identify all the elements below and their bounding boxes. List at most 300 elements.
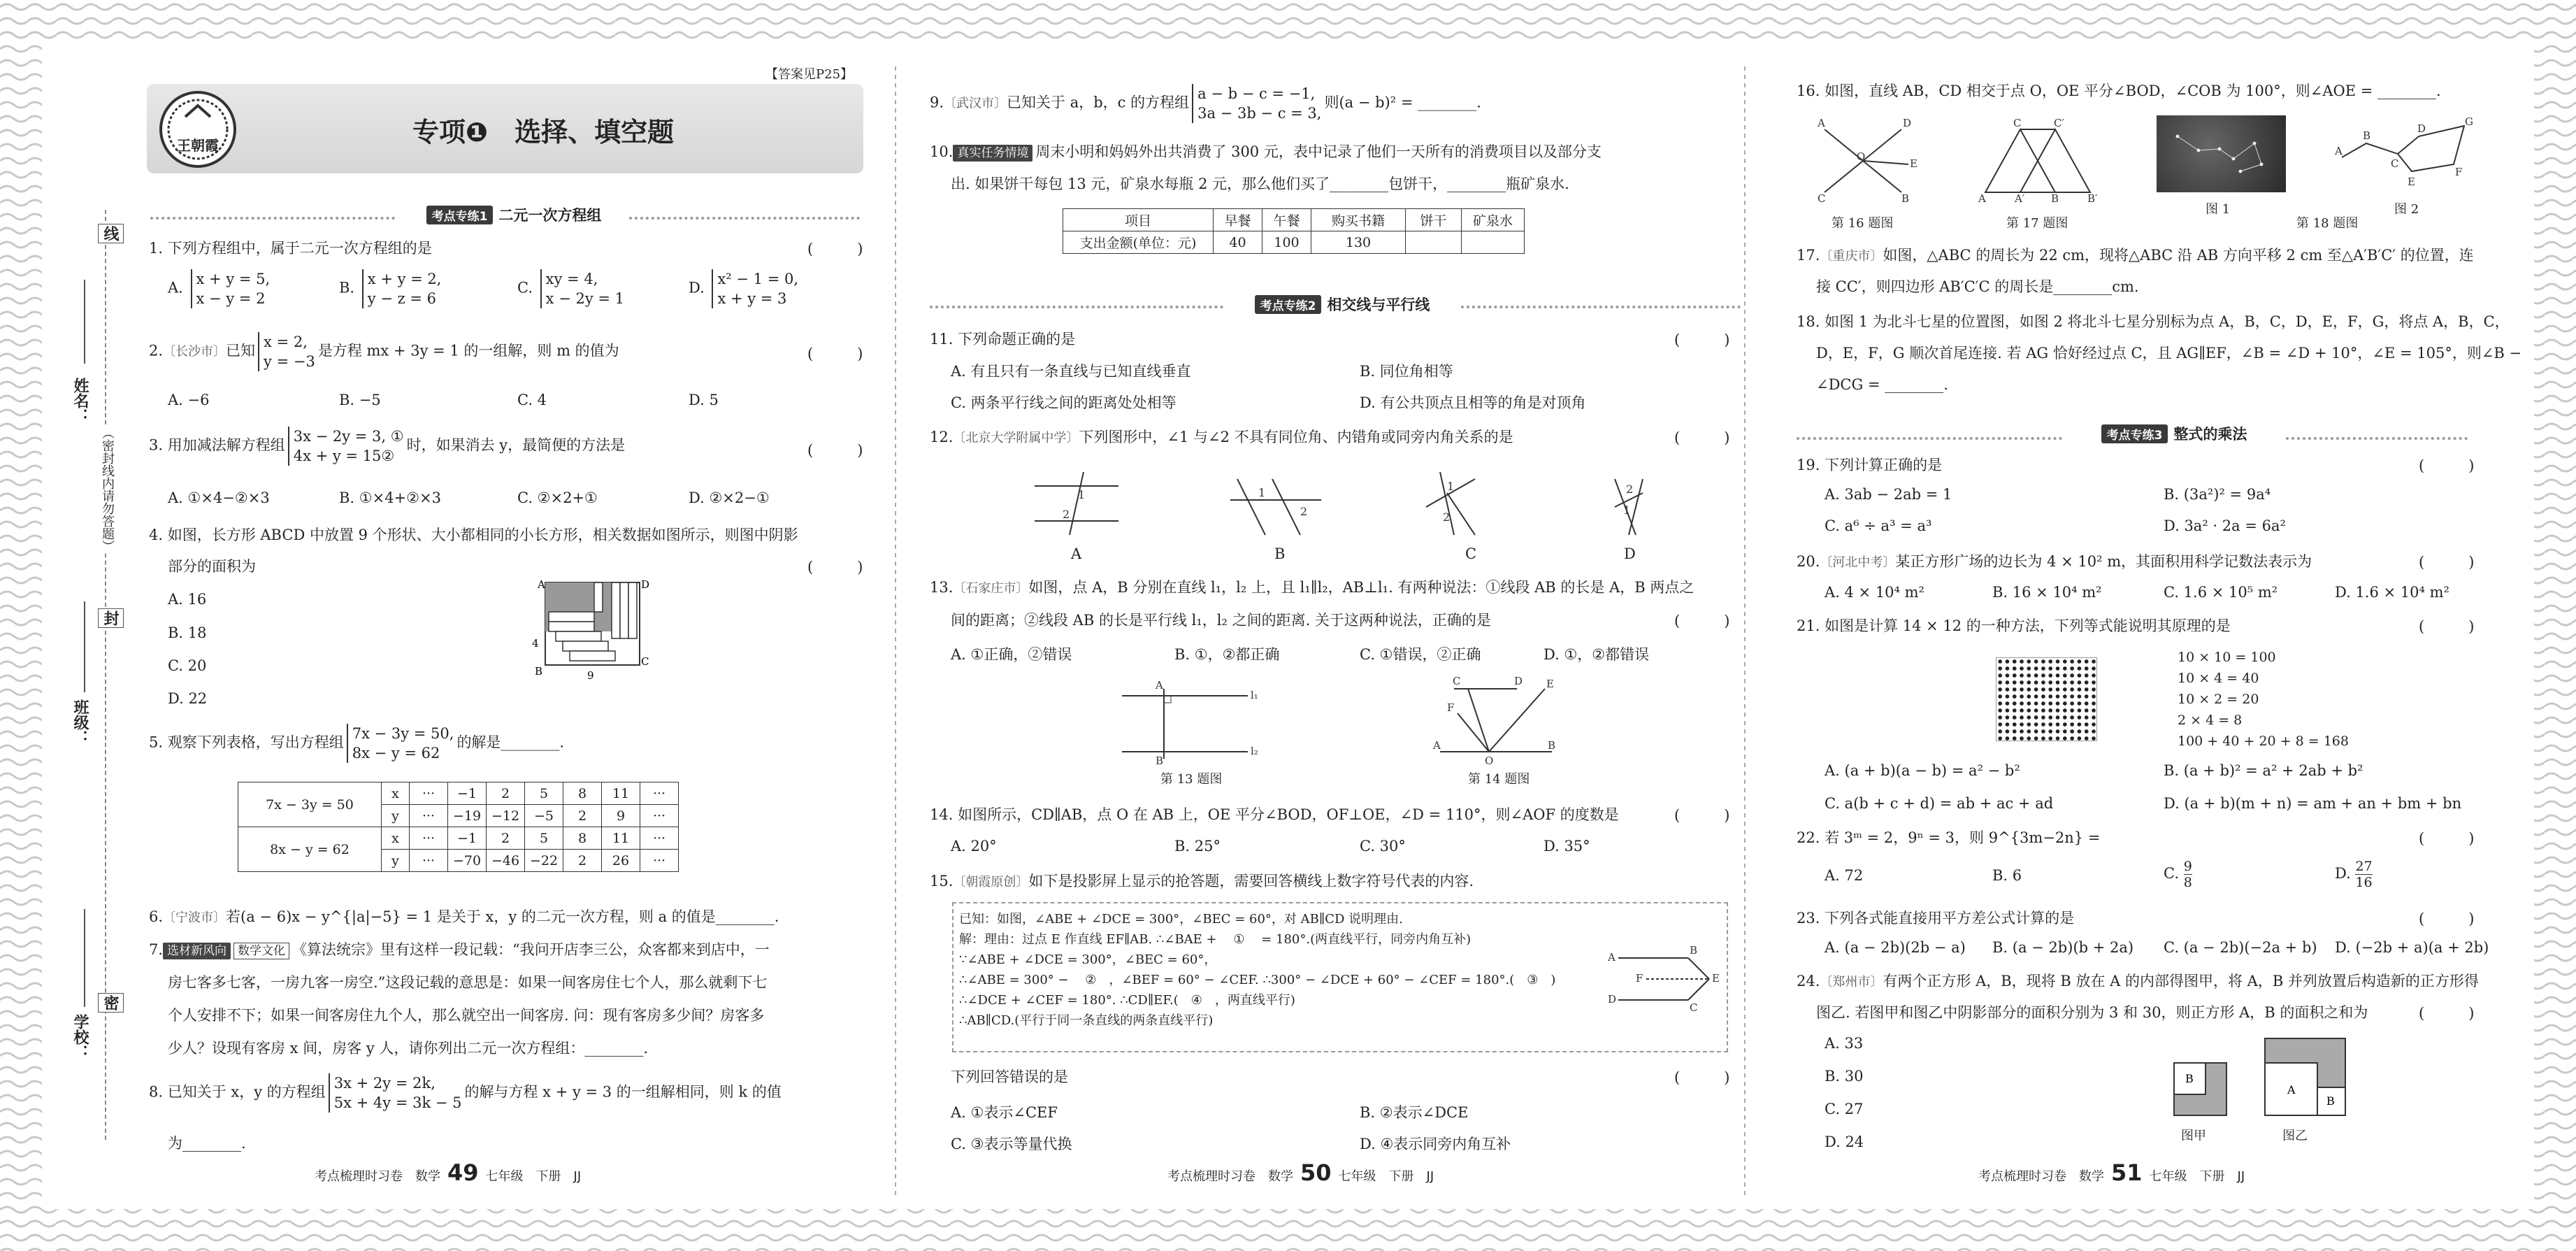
q2-option-c[interactable]: C. 4 xyxy=(517,392,547,408)
q17-source: 〔重庆市〕 xyxy=(1820,249,1883,264)
q20-option-b[interactable]: B. 16 × 10⁴ m² xyxy=(1992,584,2102,601)
q2-source: 〔长沙市〕 xyxy=(163,344,226,359)
q22-d-den: 16 xyxy=(2355,875,2373,890)
svg-text:E: E xyxy=(1910,157,1917,170)
q9-s2: 3a − 3b − c = 3, xyxy=(1197,105,1322,122)
q22-answer-paren[interactable]: ( ) xyxy=(2419,830,2475,847)
q22-d-label: D. xyxy=(2335,865,2351,882)
q10-header: 午餐 xyxy=(1262,209,1311,231)
svg-text:2: 2 xyxy=(1300,505,1308,518)
q21-calc-line: 100 + 40 + 20 + 8 = 168 xyxy=(2178,734,2349,749)
section-2-heading xyxy=(1223,294,1461,315)
q14-option-b[interactable]: B. 25° xyxy=(1174,838,1221,855)
q15-ask: 下列回答错误的是 xyxy=(951,1068,1068,1085)
q3-answer-paren[interactable]: ( ) xyxy=(807,442,863,459)
q14-option-d[interactable]: D. 35° xyxy=(1544,838,1590,855)
q1-d2: x + y = 3 xyxy=(717,290,787,307)
school-label: 学校： xyxy=(71,1014,89,1060)
q21-option-c[interactable]: C. a(b + c + d) = ab + ac + ad xyxy=(1825,795,2054,812)
q10-cell: 40 xyxy=(1214,231,1262,254)
q14-option-c[interactable]: C. 30° xyxy=(1360,838,1406,855)
q10-cell: 100 xyxy=(1262,231,1311,254)
svg-text:D: D xyxy=(641,578,650,591)
q10-header: 项目 xyxy=(1063,209,1214,231)
q8-post: 的解与方程 x + y = 3 的一组解相同，则 k 的值 xyxy=(464,1083,782,1101)
q6-text: 若(a − 6)x − y^{|a|−5} = 1 是关于 x，y 的二元一次方程，则 a 的值是________. xyxy=(226,908,779,925)
q5-cell: x xyxy=(382,782,410,805)
q14-answer-paren[interactable]: ( ) xyxy=(1674,807,1730,824)
q4-option-d[interactable]: D. 22 xyxy=(168,690,208,707)
table-row xyxy=(1063,231,1525,254)
q11-answer-paren[interactable]: ( ) xyxy=(1674,331,1730,348)
q19-option-c[interactable]: C. a⁶ ÷ a³ = a³ xyxy=(1825,517,1932,534)
q5-cell: 8x − y = 62 xyxy=(238,827,382,872)
q24-figures xyxy=(2167,1035,2349,1126)
q14-figure xyxy=(1433,675,1559,766)
seal-line-label: 线 xyxy=(98,224,124,243)
q23-option-a[interactable]: A. (a − 2b)(2b − a) xyxy=(1825,939,1966,956)
q10-num: 10. xyxy=(930,143,954,160)
q1-option-a[interactable]: A. x + y = 5, x − y = 2 xyxy=(168,271,271,307)
q17-l1: 如图，△ABC 的周长为 22 cm，现将△ABC 沿 AB 方向平移 2 cm 至△A′B′C′ 的位置，连 xyxy=(1883,247,2474,264)
footer-page-49 xyxy=(315,1159,581,1186)
q11-option-b[interactable]: B. 同位角相等 xyxy=(1360,363,1453,380)
q2-post: 是方程 mx + 3y = 1 的一组解，则 m 的值为 xyxy=(317,342,619,359)
q5-cell: −1 xyxy=(448,782,487,805)
q13-option-a[interactable]: A. ①正确，②错误 xyxy=(951,646,1072,663)
q11-stem: 11. 下列命题正确的是 xyxy=(930,331,1076,348)
q5-cell: ··· xyxy=(640,805,679,827)
q15-option-c[interactable]: C. ③表示等量代换 xyxy=(951,1136,1072,1152)
footer-page-50 xyxy=(1167,1159,1434,1186)
svg-text:l₂: l₂ xyxy=(1251,745,1258,757)
q1-c1: xy = 4, xyxy=(545,271,598,287)
q3-option-a[interactable]: A. ①×4−②×3 xyxy=(168,489,270,506)
q3-option-b[interactable]: B. ①×4+②×3 xyxy=(339,489,441,506)
q5-cell: 7x − 3y = 50 xyxy=(238,782,382,827)
svg-text:B: B xyxy=(1548,739,1556,752)
q22-option-b[interactable]: B. 6 xyxy=(1992,867,2022,884)
svg-text:1: 1 xyxy=(1078,488,1086,501)
section-2-rule-left xyxy=(930,306,1223,311)
q15-option-b[interactable]: B. ②表示∠DCE xyxy=(1360,1104,1469,1121)
big-dipper-icon xyxy=(2157,115,2286,192)
q5-cell: −19 xyxy=(448,805,487,827)
section-3-label: 考点专练3 xyxy=(2101,424,2168,443)
q7-num: 7. xyxy=(149,941,164,958)
q13-option-d[interactable]: D. ①，②都错误 xyxy=(1544,646,1650,663)
q13-option-b[interactable]: B. ①，②都正确 xyxy=(1174,646,1280,663)
page-number: 51 xyxy=(2111,1159,2143,1186)
q20-option-c[interactable]: C. 1.6 × 10⁵ m² xyxy=(2164,584,2278,601)
q11-option-d[interactable]: D. 有公共顶点且相等的角是对顶角 xyxy=(1360,394,1586,411)
q21-option-d[interactable]: D. (a + b)(m + n) = am + an + bm + bn xyxy=(2164,795,2462,812)
q22-option-a[interactable]: A. 72 xyxy=(1825,867,1864,884)
q9-pre: 已知关于 a，b，c 的方程组 xyxy=(1007,94,1190,111)
q15-answer-paren[interactable]: ( ) xyxy=(1674,1069,1730,1086)
q7-line-4: 少人？设现有客房 x 间，房客 y 人，请你列出二元一次方程组：________. xyxy=(168,1040,649,1057)
q5-cell: ··· xyxy=(640,827,679,850)
q23-option-d[interactable]: D. (−2b + a)(a + 2b) xyxy=(2335,939,2489,956)
q12-stem xyxy=(930,427,1513,449)
table-row xyxy=(1063,209,1525,231)
svg-text:F: F xyxy=(1636,972,1643,985)
q13-l1: 如图，点 A，B 分别在直线 l₁，l₂ 上，且 l₁∥l₂，AB⊥l₁. 有两种说法：①线段 AB 的长是 A，B 两点之 xyxy=(1028,579,1694,596)
svg-text:C: C xyxy=(2013,117,2022,129)
q5-cell: y xyxy=(382,805,410,827)
q5-cell: x xyxy=(382,827,410,850)
section-2-title: 相交线与平行线 xyxy=(1327,296,1430,313)
q24-caption-jia: 图甲 xyxy=(2181,1129,2206,1143)
q1-d1: x² − 1 = 0, xyxy=(717,271,799,287)
q5-cell: 8 xyxy=(563,827,602,850)
svg-text:1: 1 xyxy=(1623,503,1631,517)
svg-text:l₁: l₁ xyxy=(1251,689,1258,701)
answer-ref: 【答案见P25】 xyxy=(765,67,854,82)
q1-option-b[interactable]: B. x + y = 2, y − z = 6 xyxy=(339,271,442,307)
q19-option-a[interactable]: A. 3ab − 2ab = 1 xyxy=(1825,486,1952,503)
q4-line-2: 部分的面积为 xyxy=(168,558,256,575)
section-1-title: 二元一次方程组 xyxy=(498,207,602,224)
q1-a1: x + y = 5, xyxy=(196,271,271,287)
q12-label-d[interactable]: D xyxy=(1624,545,1636,562)
q4-answer-paren[interactable]: ( ) xyxy=(807,559,863,576)
svg-text:D: D xyxy=(1903,117,1912,129)
q13-num: 13. xyxy=(930,579,954,596)
q18-line-2: D，E，F，G 顺次首尾连接. 若 AG 恰好经过点 C，且 AG∥EF，∠B = ∠D + 10°，∠E = 105°，则∠B − xyxy=(1816,345,2522,362)
q3-stem xyxy=(149,427,625,466)
page-number: 49 xyxy=(447,1159,479,1186)
q15-option-d[interactable]: D. ④表示同旁内角互补 xyxy=(1360,1136,1511,1152)
header-title: 专项❶ 选择、填空题 xyxy=(412,117,675,148)
q9-post: 则(a − b)² = ________. xyxy=(1324,94,1481,111)
q21-option-b[interactable]: B. (a + b)² = a² + 2ab + b² xyxy=(2164,762,2363,779)
svg-text:B: B xyxy=(2185,1072,2194,1085)
q3-s2: 4x + y = 15② xyxy=(293,448,395,464)
q16-figure xyxy=(1818,115,1915,206)
q4-option-b[interactable]: B. 18 xyxy=(168,624,207,641)
name-field[interactable] xyxy=(84,280,85,364)
svg-text:A: A xyxy=(1156,679,1163,692)
q13-line-2: 间的距离；②线段 AB 的长是平行线 l₁，l₂ 之间的距离. 关于这两种说法，正确的是 xyxy=(951,612,1491,629)
q2-pre: 已知 xyxy=(226,342,256,359)
svg-text:B′: B′ xyxy=(2087,192,2098,205)
q20-answer-paren[interactable]: ( ) xyxy=(2419,554,2475,571)
q11-option-a[interactable]: A. 有且只有一条直线与已知直线垂直 xyxy=(951,363,1191,380)
q3-option-d[interactable]: D. ②×2−① xyxy=(689,489,770,506)
q1-b2: y − z = 6 xyxy=(367,290,436,307)
q24-option-b[interactable]: B. 30 xyxy=(1825,1068,1864,1085)
svg-text:A: A xyxy=(1608,951,1616,964)
q10-table xyxy=(1063,208,1525,254)
q1-option-c[interactable]: C. xy = 4, x − 2y = 1 xyxy=(517,271,624,307)
q10-cell: 130 xyxy=(1311,231,1406,254)
q5-s2: 8x − y = 62 xyxy=(352,745,440,762)
q23-answer-paren[interactable]: ( ) xyxy=(2419,910,2475,927)
q7-line-1 xyxy=(149,939,770,960)
q2-option-a[interactable]: A. −6 xyxy=(168,392,210,408)
q2-option-b[interactable]: B. −5 xyxy=(339,392,381,408)
svg-text:O: O xyxy=(1485,755,1494,767)
divider-2 xyxy=(1744,66,1746,1199)
q10-cell[interactable] xyxy=(1406,231,1462,254)
q24-l1: 有两个正方形 A，B，现将 B 放在 A 的内部得图甲，将 A，B 并列放置后构造新的正方形得 xyxy=(1883,973,2479,989)
q22-c-num: 9 xyxy=(2183,859,2192,874)
svg-text:4: 4 xyxy=(532,637,539,650)
q12-label-b[interactable]: B xyxy=(1274,545,1286,562)
q10-tag: 真实任务情境 xyxy=(953,145,1032,162)
svg-text:C′: C′ xyxy=(2054,117,2064,129)
q5-cell: ··· xyxy=(640,782,679,805)
q1-answer-paren[interactable]: ( ) xyxy=(807,241,863,257)
q23-option-c[interactable]: C. (a − 2b)(−2a + b) xyxy=(2164,939,2317,956)
svg-text:E: E xyxy=(1712,972,1720,985)
q12-source: 〔北京大学附属中学〕 xyxy=(953,431,1079,445)
q15-sol-line: 已知：如图，∠ABE + ∠DCE = 300°，∠BEC = 60°，对 AB∥CD 说明理由. xyxy=(959,912,1403,927)
q5-cell: 2 xyxy=(487,827,525,850)
divider-1 xyxy=(895,66,896,1199)
seal-dense-label: 密 xyxy=(98,993,124,1013)
q15-num: 15. xyxy=(930,873,954,889)
q6-stem xyxy=(149,906,779,929)
svg-text:A: A xyxy=(2335,145,2343,157)
q21-calc-line: 10 × 10 = 100 xyxy=(2178,650,2276,665)
q9-s1: a − b − c = −1, xyxy=(1197,85,1316,102)
q19-option-d[interactable]: D. 3a² · 2a = 6a² xyxy=(2164,517,2286,534)
q21-calc-line: 2 × 4 = 8 xyxy=(2178,713,2243,728)
q24-line-2: 图乙. 若图甲和图乙中阴影部分的面积分别为 3 和 30，则正方形 A，B 的面积之和为 xyxy=(1816,1004,2368,1021)
q17-line-1 xyxy=(1797,245,2474,267)
q5-cell: ··· xyxy=(410,805,448,827)
section-2-label: 考点专练2 xyxy=(1255,295,1322,314)
svg-text:B: B xyxy=(1156,755,1164,767)
q22-c-label: C. xyxy=(2164,865,2179,882)
q15-figure xyxy=(1604,937,1727,1014)
q5-cell: ··· xyxy=(410,827,448,850)
q13-option-c[interactable]: C. ①错误，②正确 xyxy=(1360,646,1481,663)
svg-text:C: C xyxy=(1690,1001,1698,1014)
q15-text: 如下是投影屏上显示的抢答题，需要回答横线上数字符号代表的内容. xyxy=(1028,873,1474,889)
q7-line-3: 个人安排不下；如果一间客房住九个人，那么就空出一间客房. 问：现有客房多少间？房客多 xyxy=(168,1007,765,1024)
q22-option-d[interactable] xyxy=(2335,859,2373,890)
q16-stem: 16. 如图，直线 AB，CD 相交于点 O，OE 平分∠BOD，∠COB 为 100°，则∠AOE = ________. xyxy=(1797,83,2441,99)
q5-cell: −70 xyxy=(448,850,487,872)
q3-s1: 3x − 2y = 3, ① xyxy=(293,428,404,445)
q18-figure-2 xyxy=(2335,115,2475,192)
q14-option-a[interactable]: A. 20° xyxy=(951,838,997,855)
q4-option-a[interactable]: A. 16 xyxy=(168,591,207,608)
footer-right: 七年级 下册 JJ xyxy=(2149,1169,2245,1184)
svg-text:B: B xyxy=(2326,1094,2335,1108)
q23-option-b[interactable]: B. (a − 2b)(b + 2a) xyxy=(1992,939,2134,956)
q24-line-1 xyxy=(1797,971,2479,993)
q1-option-d[interactable]: D. x² − 1 = 0, x + y = 3 xyxy=(689,271,799,307)
q20-option-a[interactable]: A. 4 × 10⁴ m² xyxy=(1825,584,1924,601)
q5-cell: 8 xyxy=(563,782,602,805)
svg-text:A′: A′ xyxy=(2015,192,2025,205)
q6-source: 〔宁波市〕 xyxy=(163,910,226,925)
q24-answer-paren[interactable]: ( ) xyxy=(2419,1005,2475,1022)
q21-calc-line: 10 × 4 = 40 xyxy=(2178,671,2259,686)
q12-label-a[interactable]: A xyxy=(1071,545,1082,562)
q21-calc-line: 10 × 2 = 20 xyxy=(2178,692,2259,707)
class-label: 班级： xyxy=(71,699,89,745)
q4-figure xyxy=(528,577,654,682)
q9-num: 9. xyxy=(930,94,944,111)
q5-cell: −22 xyxy=(525,850,563,872)
svg-text:E: E xyxy=(1546,678,1554,690)
q5-cell: 9 xyxy=(602,805,640,827)
q3-option-c[interactable]: C. ②×2+① xyxy=(517,489,598,506)
q8-s2: 5x + 4y = 3k − 5 xyxy=(333,1094,462,1111)
svg-text:B: B xyxy=(2363,129,2371,142)
q22-option-c[interactable] xyxy=(2164,859,2192,890)
q2-stem xyxy=(149,332,619,371)
q8-s1: 3x + 2y = 2k, xyxy=(333,1075,436,1092)
svg-text:C: C xyxy=(1453,675,1461,687)
q5-cell: ··· xyxy=(410,850,448,872)
q5-cell: −46 xyxy=(487,850,525,872)
svg-text:1: 1 xyxy=(1258,486,1266,499)
svg-text:B: B xyxy=(2051,192,2059,205)
section-3-heading xyxy=(2062,423,2286,444)
q11-option-c[interactable]: C. 两条平行线之间的距离处处相等 xyxy=(951,394,1177,411)
class-field[interactable] xyxy=(84,601,85,692)
svg-text:F: F xyxy=(1447,701,1455,714)
q19-option-b[interactable]: B. (3a²)² = 9a⁴ xyxy=(2164,486,2271,503)
svg-text:C: C xyxy=(1818,192,1826,205)
q2-num: 2. xyxy=(149,342,164,359)
q23-stem: 23. 下列各式能直接用平方差公式计算的是 xyxy=(1797,910,2075,927)
section-1-rule-right xyxy=(629,217,860,222)
q17-num: 17. xyxy=(1797,247,1820,264)
svg-text:E: E xyxy=(2408,176,2415,188)
q9-stem xyxy=(930,84,1481,123)
q24-option-c[interactable]: C. 27 xyxy=(1825,1101,1864,1117)
seal-seal-label: 封 xyxy=(98,608,124,628)
svg-text:D: D xyxy=(1608,993,1617,1006)
q1-c2: x − 2y = 1 xyxy=(545,290,624,307)
q13-source: 〔石家庄市〕 xyxy=(953,581,1029,596)
q15-stem xyxy=(930,871,1474,893)
q5-cell: −12 xyxy=(487,805,525,827)
svg-text:9: 9 xyxy=(587,669,594,682)
q12-text: 下列图形中，∠1 与∠2 不具有同位角、内错角或同旁内角关系的是 xyxy=(1079,429,1513,445)
q3-pre: 3. 用加减法解方程组 xyxy=(149,436,285,454)
svg-text:B: B xyxy=(535,665,543,678)
q5-cell: ··· xyxy=(410,782,448,805)
q17-figure xyxy=(1978,115,2118,206)
q24-num: 24. xyxy=(1797,973,1820,989)
q24-option-a[interactable]: A. 33 xyxy=(1825,1035,1864,1052)
q16-caption: 第 16 题图 xyxy=(1832,216,1894,231)
q13-answer-paren[interactable]: ( ) xyxy=(1674,613,1730,629)
q20-option-d[interactable]: D. 1.6 × 10⁴ m² xyxy=(2335,584,2449,601)
q5-post: 的解是________. xyxy=(456,734,565,751)
q21-answer-paren[interactable]: ( ) xyxy=(2419,618,2475,635)
section-3-rule-left xyxy=(1797,437,2062,443)
svg-text:1: 1 xyxy=(1447,480,1455,493)
section-2-rule-right xyxy=(1461,306,1741,311)
footer-left: 考点梳理时习卷 数学 xyxy=(1167,1169,1293,1184)
q21-calc xyxy=(2178,647,2349,752)
svg-text:A: A xyxy=(538,578,545,591)
q24-source: 〔郑州市〕 xyxy=(1820,975,1883,989)
q10-cell[interactable] xyxy=(1462,231,1525,254)
q5-cell: y xyxy=(382,850,410,872)
q5-table xyxy=(238,782,679,872)
q9-source: 〔武汉市〕 xyxy=(944,96,1007,111)
footer-left: 考点梳理时习卷 数学 xyxy=(1978,1169,2104,1184)
q19-stem: 19. 下列计算正确的是 xyxy=(1797,457,1943,473)
q6-num: 6. xyxy=(149,908,164,925)
q18-line-3: ∠DCG = ________. xyxy=(1816,376,1948,393)
q2-option-d[interactable]: D. 5 xyxy=(689,392,719,408)
q20-stem xyxy=(1797,551,2312,573)
q18-fig1-caption: 图 1 xyxy=(2206,202,2231,217)
q20-num: 20. xyxy=(1797,553,1820,570)
footer-left: 考点梳理时习卷 数学 xyxy=(315,1169,440,1184)
q15-sol-line: ∴AB∥CD.(平行于同一条直线的两条直线平行) xyxy=(959,1013,1214,1028)
q10-cell: 支出金额(单位：元) xyxy=(1063,231,1214,254)
q22-stem: 22. 若 3ᵐ = 2，9ⁿ = 3，则 9^{3m−2n} = xyxy=(1797,829,2101,846)
q20-source: 〔河北中考〕 xyxy=(1820,555,1896,570)
q17-line-2: 接 CC′，则四边形 AB′C′C 的周长是________cm. xyxy=(1816,278,2139,295)
q1-a2: x − y = 2 xyxy=(196,290,266,307)
q4-line-1: 4. 如图，长方形 ABCD 中放置 9 个形状、大小都相同的小长方形，相关数据如图所示，则图中阴影 xyxy=(149,527,798,543)
footer-right: 七年级 下册 JJ xyxy=(1338,1169,1434,1184)
q3-post: 时，如果消去 y，最简便的方法是 xyxy=(406,436,626,454)
q12-label-c[interactable]: C xyxy=(1465,545,1477,562)
q15-sol-line: 解：理由：过点 E 作直线 EF∥AB. ∴∠BAE + ① = 180°.(两直线平行，同旁内角互补) xyxy=(959,932,1472,947)
name-label: 姓名： xyxy=(71,378,89,424)
q8-line-2: 为________. xyxy=(168,1135,246,1152)
page-number: 50 xyxy=(1300,1159,1332,1186)
q10-line-2: 出. 如果饼干每包 13 元，矿泉水每瓶 2 元，那么他们买了________包饼干，________瓶矿泉水. xyxy=(951,176,1569,192)
q21-stem: 21. 如图是计算 14 × 12 的一种方法，下列等式能说明其原理的是 xyxy=(1797,617,2231,634)
q19-answer-paren[interactable]: ( ) xyxy=(2419,457,2475,474)
q2-answer-paren[interactable]: ( ) xyxy=(807,345,863,362)
q22-c-den: 8 xyxy=(2183,875,2192,890)
svg-text:B: B xyxy=(1901,192,1910,205)
footer-page-51 xyxy=(1978,1159,2245,1186)
q12-num: 12. xyxy=(930,429,954,445)
svg-text:A: A xyxy=(1978,192,1986,205)
svg-text:D: D xyxy=(2417,122,2426,135)
q15-source: 〔朝霞原创〕 xyxy=(953,875,1029,889)
q14-stem: 14. 如图所示，CD∥AB，点 O 在 AB 上，OE 平分∠BOD，OF⊥OE，∠D = 110°，则∠AOF 的度数是 xyxy=(930,806,1619,823)
q20-text: 某正方形广场的边长为 4 × 10² m，其面积用科学记数法表示为 xyxy=(1895,553,2312,570)
q15-sol-line: ∵∠ABE + ∠DCE = 300°，∠BEC = 60°， xyxy=(959,952,1217,967)
svg-text:2: 2 xyxy=(1063,508,1070,521)
svg-text:D: D xyxy=(1514,675,1523,687)
q21-option-a[interactable]: A. (a + b)(a − b) = a² − b² xyxy=(1825,762,2020,779)
q14-caption: 第 14 题图 xyxy=(1468,772,1530,787)
q13-caption: 第 13 题图 xyxy=(1160,772,1223,787)
q24-option-d[interactable]: D. 24 xyxy=(1825,1134,1864,1150)
footer-right: 七年级 下册 JJ xyxy=(485,1169,582,1184)
svg-text:C: C xyxy=(641,655,649,668)
school-field[interactable] xyxy=(84,909,85,1007)
q5-cell: 11 xyxy=(602,827,640,850)
q12-answer-paren[interactable]: ( ) xyxy=(1674,429,1730,446)
q5-cell: 26 xyxy=(602,850,640,872)
q4-option-c[interactable]: C. 20 xyxy=(168,657,207,674)
svg-text:C: C xyxy=(2391,157,2399,170)
q15-option-a[interactable]: A. ①表示∠CEF xyxy=(951,1104,1058,1121)
q21-dot-grid xyxy=(1996,657,2097,741)
q5-cell: 11 xyxy=(602,782,640,805)
